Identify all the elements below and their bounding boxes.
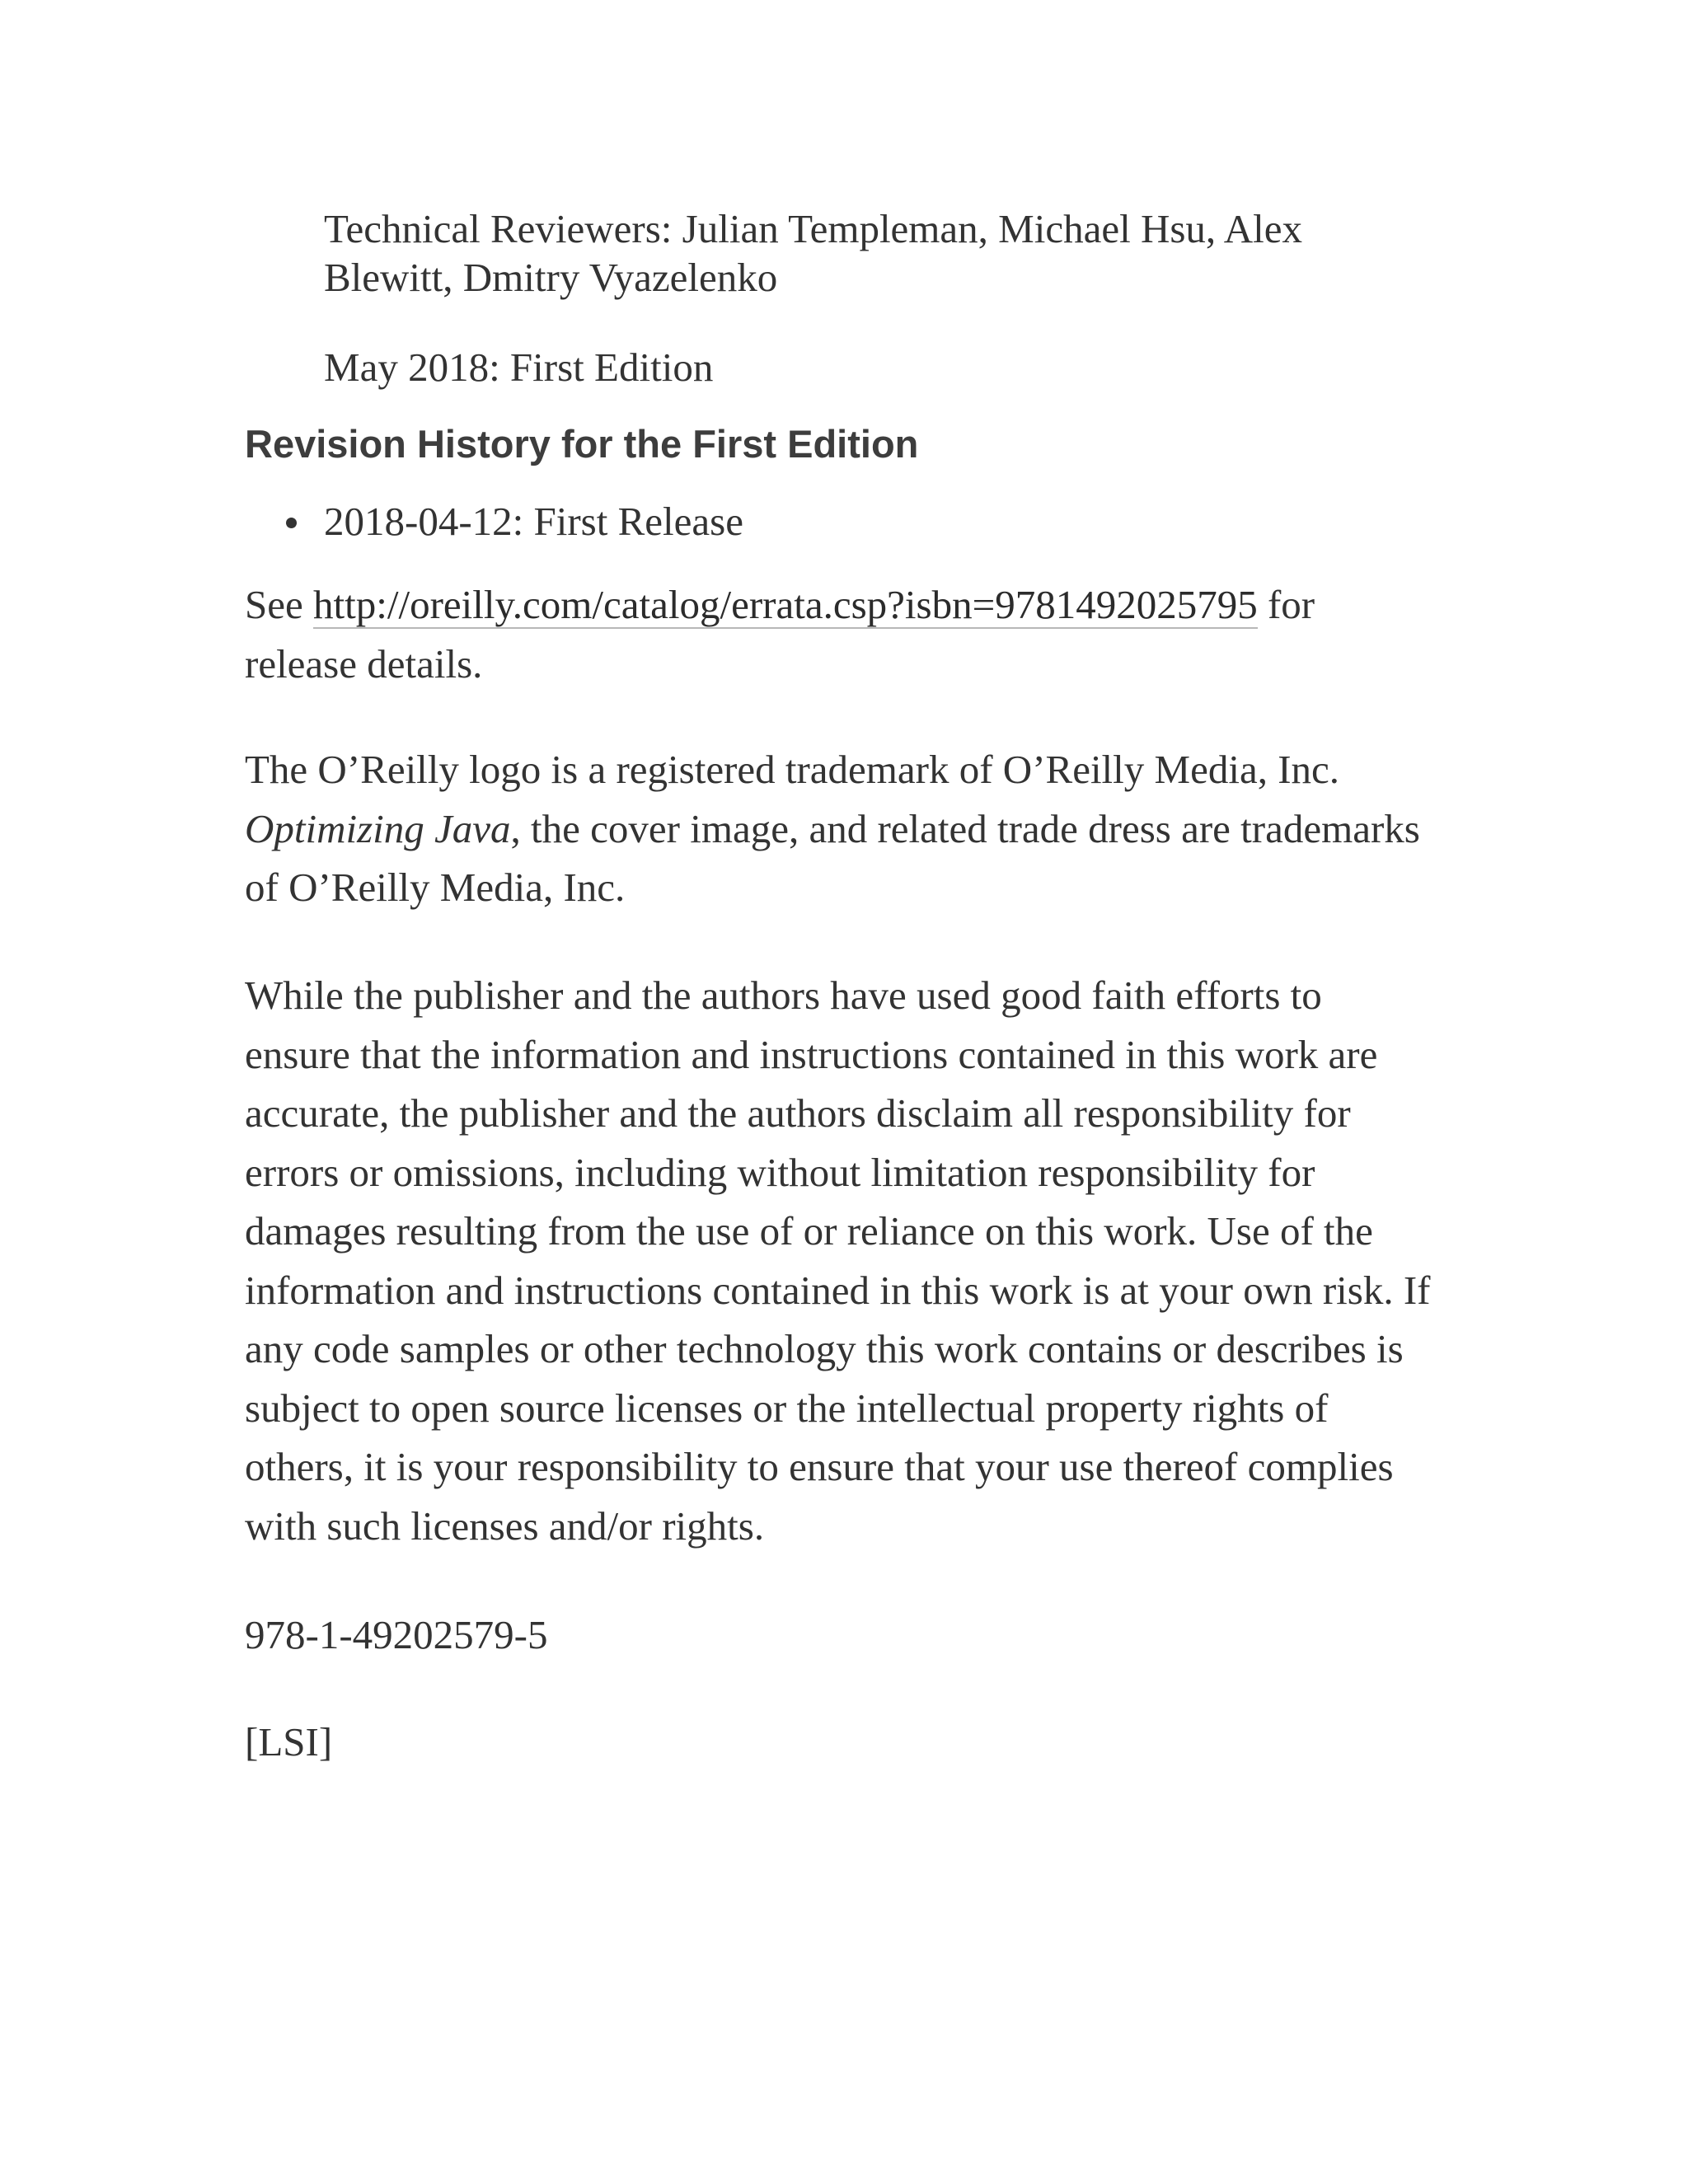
bullet-icon	[286, 518, 297, 528]
errata-link[interactable]: http://oreilly.com/catalog/errata.csp?isbn=9781492025795	[313, 582, 1258, 627]
edition-date: May 2018: First Edition	[324, 344, 714, 390]
disclaimer-paragraph: While the publisher and the authors have used good faith efforts to ensure that the information and instructions contained in this work are accurate, the publisher and the authors disclaim all responsibility for errors or omissions, including without limitation responsibility for damages resulting from the use of or reliance on this work. Use of the information and instructions contained in this work is at your own risk. If any code samples or other technology this work contains or describes is subject to open source licenses or the intellectual property rights of others, it is your responsibility to ensure that your use thereof complies with such licenses and/or rights.	[245, 972, 1431, 1549]
see-suffix: for release details.	[245, 582, 1315, 687]
isbn-number: 978-1-49202579-5	[245, 1612, 548, 1657]
see-prefix: See	[245, 582, 313, 627]
lsi-code: [LSI]	[245, 1719, 333, 1765]
trademark-line-1: The O’Reilly logo is a registered trademark of O’Reilly Media, Inc.	[245, 747, 1340, 792]
revision-label: 2018-04-12: First Release	[324, 499, 743, 544]
revision-history-heading: Revision History for the First Edition	[245, 422, 919, 466]
list-item	[245, 496, 743, 547]
revision-history-list	[245, 496, 743, 547]
trademark-paragraph	[245, 740, 1432, 917]
technical-reviewers: Technical Reviewers: Julian Templeman, Michael Hsu, Alex Blewitt, Dmitry Vyazelenko	[324, 206, 1302, 300]
trademark-line-2: , the cover image, and related trade dress are trademarks of O’Reilly Media, Inc.	[245, 805, 1420, 910]
release-details-paragraph	[245, 575, 1432, 693]
book-title: Optimizing Java	[245, 805, 511, 851]
